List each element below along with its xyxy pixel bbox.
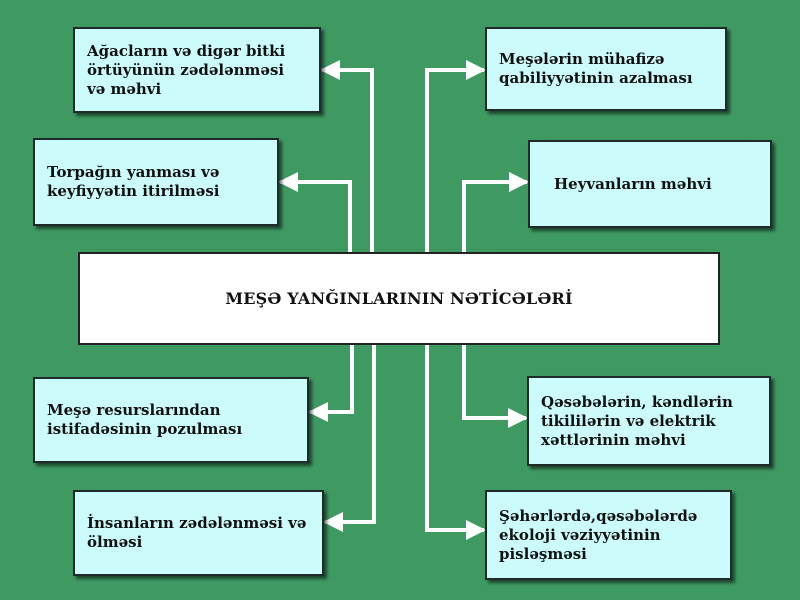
node-left-4 — [73, 490, 324, 576]
node-left-1-label: Ağacların və digər bitki örtüyünün zədələnməsi və məhvi — [87, 41, 286, 98]
connector-right-2 — [464, 182, 525, 252]
connector-right-3 — [464, 345, 524, 418]
central-node — [78, 252, 720, 345]
node-right-2 — [528, 140, 772, 228]
node-right-2-label: Heyvanların məhvi — [554, 174, 712, 193]
node-left-1 — [73, 27, 321, 113]
node-right-3 — [527, 376, 771, 466]
node-right-4 — [485, 490, 732, 580]
node-left-3-label: Meşə resurslarından istifadəsinin pozulması — [47, 401, 243, 438]
connector-right-4 — [427, 345, 482, 530]
node-right-1-label: Meşələrin mühafizə qabiliyyətinin azalması — [499, 50, 693, 87]
node-left-4-label: İnsanların zədələnməsi və ölməsi — [87, 514, 307, 551]
node-right-3-label: Qəsəbələrin, kəndlərin tikililərin və elektrik xəttlərinin məhvi — [541, 392, 733, 449]
connector-right-1 — [427, 70, 482, 252]
node-left-3 — [33, 377, 309, 463]
node-left-2 — [33, 138, 279, 226]
node-left-2-label: Torpağın yanması və keyfiyyətin itirilməsi — [47, 163, 220, 200]
connector-left-3 — [312, 345, 352, 412]
node-right-1 — [485, 27, 727, 111]
connector-left-2 — [282, 182, 350, 252]
node-right-4-label: Şəhərlərdə,qəsəbələrdə ekoloji vəziyyətinin pisləşməsi — [499, 506, 698, 563]
diagram-title: MEŞƏ YANĞINLARININ NƏTİCƏLƏRİ — [225, 289, 573, 308]
